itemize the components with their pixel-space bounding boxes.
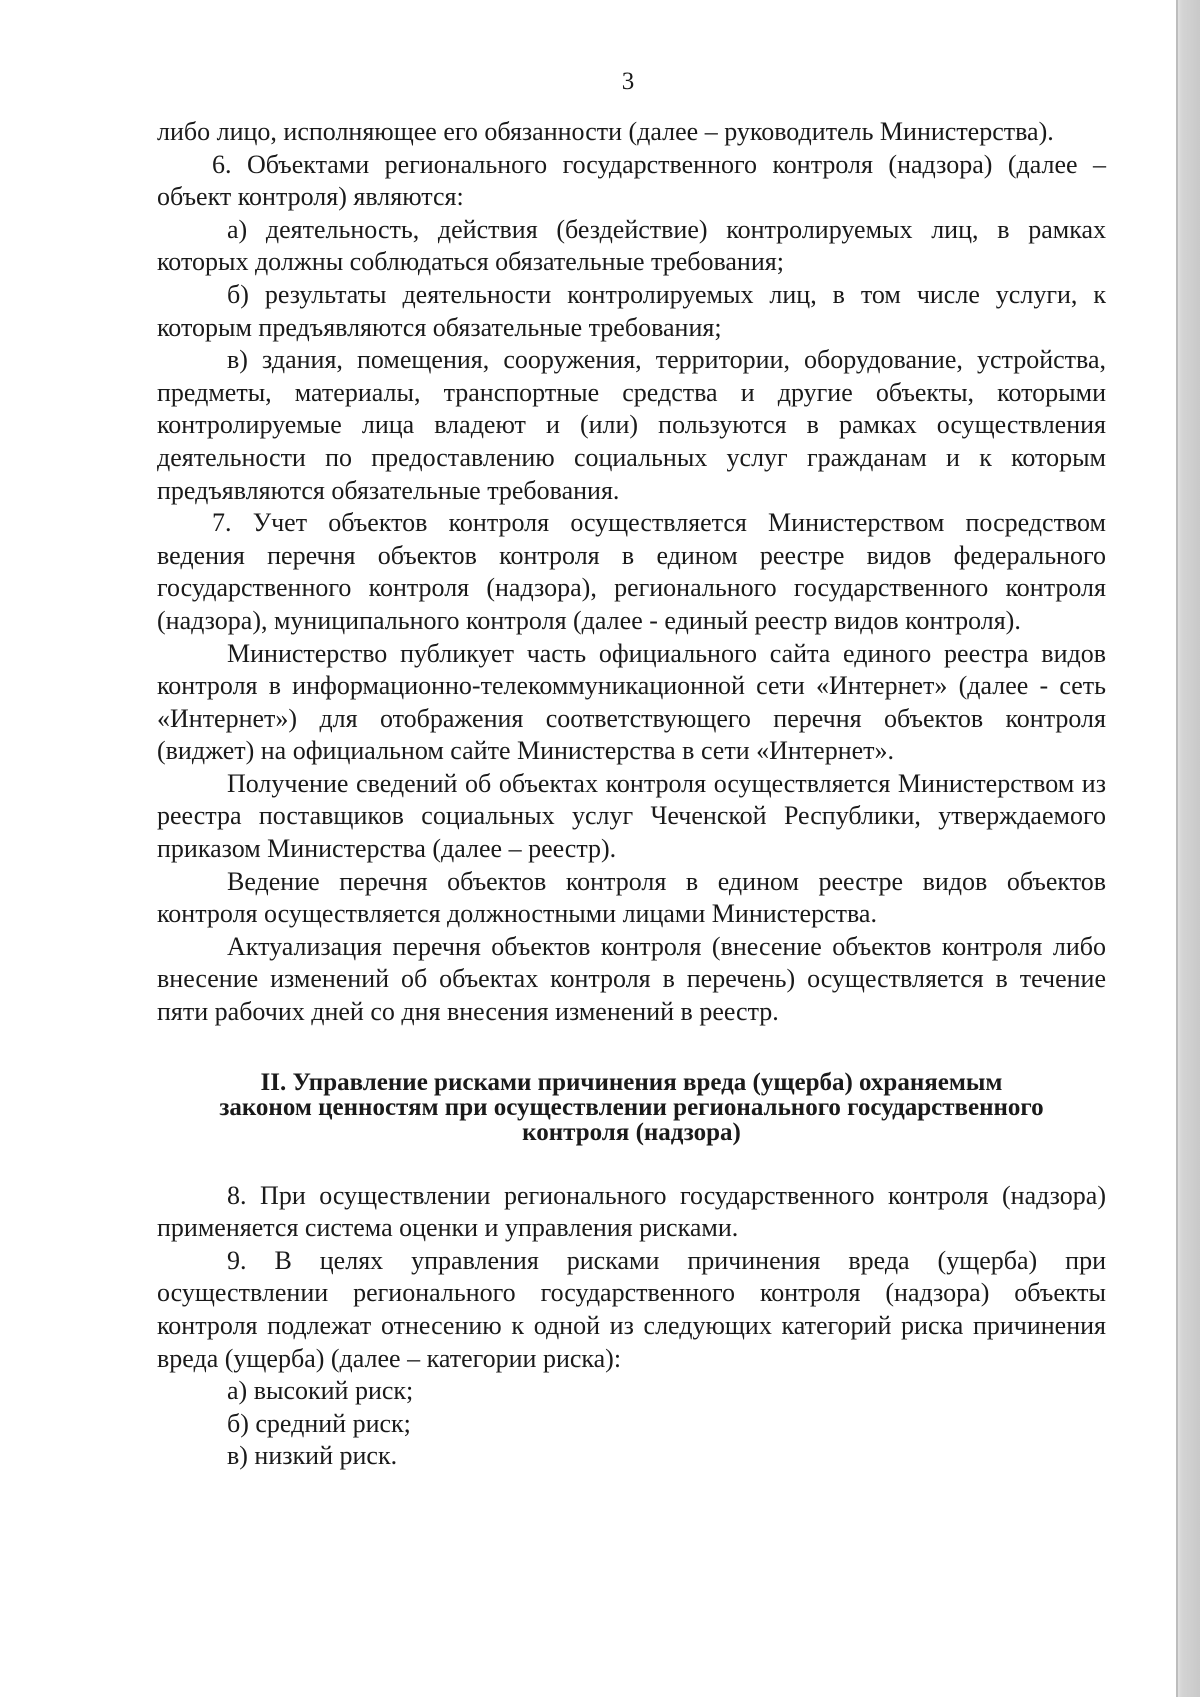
paragraph-widget: Министерство публикует часть официального сайта единого реестра видов контроля в информационно-телекоммуникационной сети «Интернет» (далее - сеть «Интернет») для отображения соответствующего перечня объектов контроля (виджет) на официальном сайте Министерства в сети «Интернет». [157,638,1106,766]
paragraph-registry-maintenance: Ведение перечня объектов контроля в едином реестре видов объектов контроля осуществляется должностными лицами Министерства. [157,866,1106,929]
subitem-6a: а) деятельность, действия (бездействие) контролируемых лиц, в рамках которых должны соблюдаться обязательные требования; [157,214,1106,277]
document-body [157,116,1106,1473]
subitem-6v: в) здания, помещения, сооружения, территории, оборудование, устройства, предметы, материалы, транспортные средства и другие объекты, которыми контролируемые лица владеют и (или) пользуются в рамках осуществления деятельности по предоставлению социальных услуг гражданам и к которым предъявляются обязательные требования. [157,345,1106,505]
paragraph-item-8: 8. При осуществлении регионального государственного контроля (надзора) применяется система оценки и управления рисками. [157,1180,1106,1243]
paragraph-continuation: либо лицо, исполняющее его обязанности (далее – руководитель Министерства). [157,117,1054,146]
paragraph-item-9: 9. В целях управления рисками причинения вреда (ущерба) при осуществлении регионального государственного контроля (надзора) объекты контроля подлежат отнесению к одной из следующих категорий риска причинения вреда (ущерба) (далее – категории риска): [157,1245,1106,1373]
scan-edge-shadow [1176,0,1200,1697]
paragraph-registry-update: Актуализация перечня объектов контроля (внесение объектов контроля либо внесение изменений об объектах контроля в перечень) осуществляется в течение пяти рабочих дней со дня внесения изменений в реестр. [157,931,1106,1027]
risk-category-medium: б) средний риск; [227,1408,411,1438]
paragraph-item-6: 6. Объектами регионального государственного контроля (надзора) (далее – объект контроля) являются: [157,149,1106,212]
section-heading-line: контроля (надзора) [522,1118,741,1146]
section-heading-line: II. Управление рисками причинения вреда (ущерба) охраняемым [260,1068,1003,1096]
risk-category-high: а) высокий риск; [227,1376,414,1406]
scan-edge-line [1176,0,1178,1697]
paragraph-item-7: 7. Учет объектов контроля осуществляется Министерством посредством ведения перечня объектов контроля в едином реестре видов федерального государственного контроля (надзора), регионального государственного контроля (надзора), муниципального контроля (далее - единый реестр видов контроля). [157,508,1106,635]
risk-category-low: в) низкий риск. [227,1441,398,1471]
section-heading-line: законом ценностям при осуществлении регионального государственного [219,1093,1044,1121]
section-heading-ii [157,1070,1106,1145]
paragraph-data-source: Получение сведений об объектах контроля осуществляется Министерством из реестра поставщиков социальных услуг Чеченской Республики, утверждаемого приказом Министерства (далее – реестр). [157,768,1106,864]
subitem-6b: б) результаты деятельности контролируемых лиц, в том числе услуги, к которым предъявляются обязательные требования; [157,279,1106,342]
page-number: 3 [621,68,635,95]
